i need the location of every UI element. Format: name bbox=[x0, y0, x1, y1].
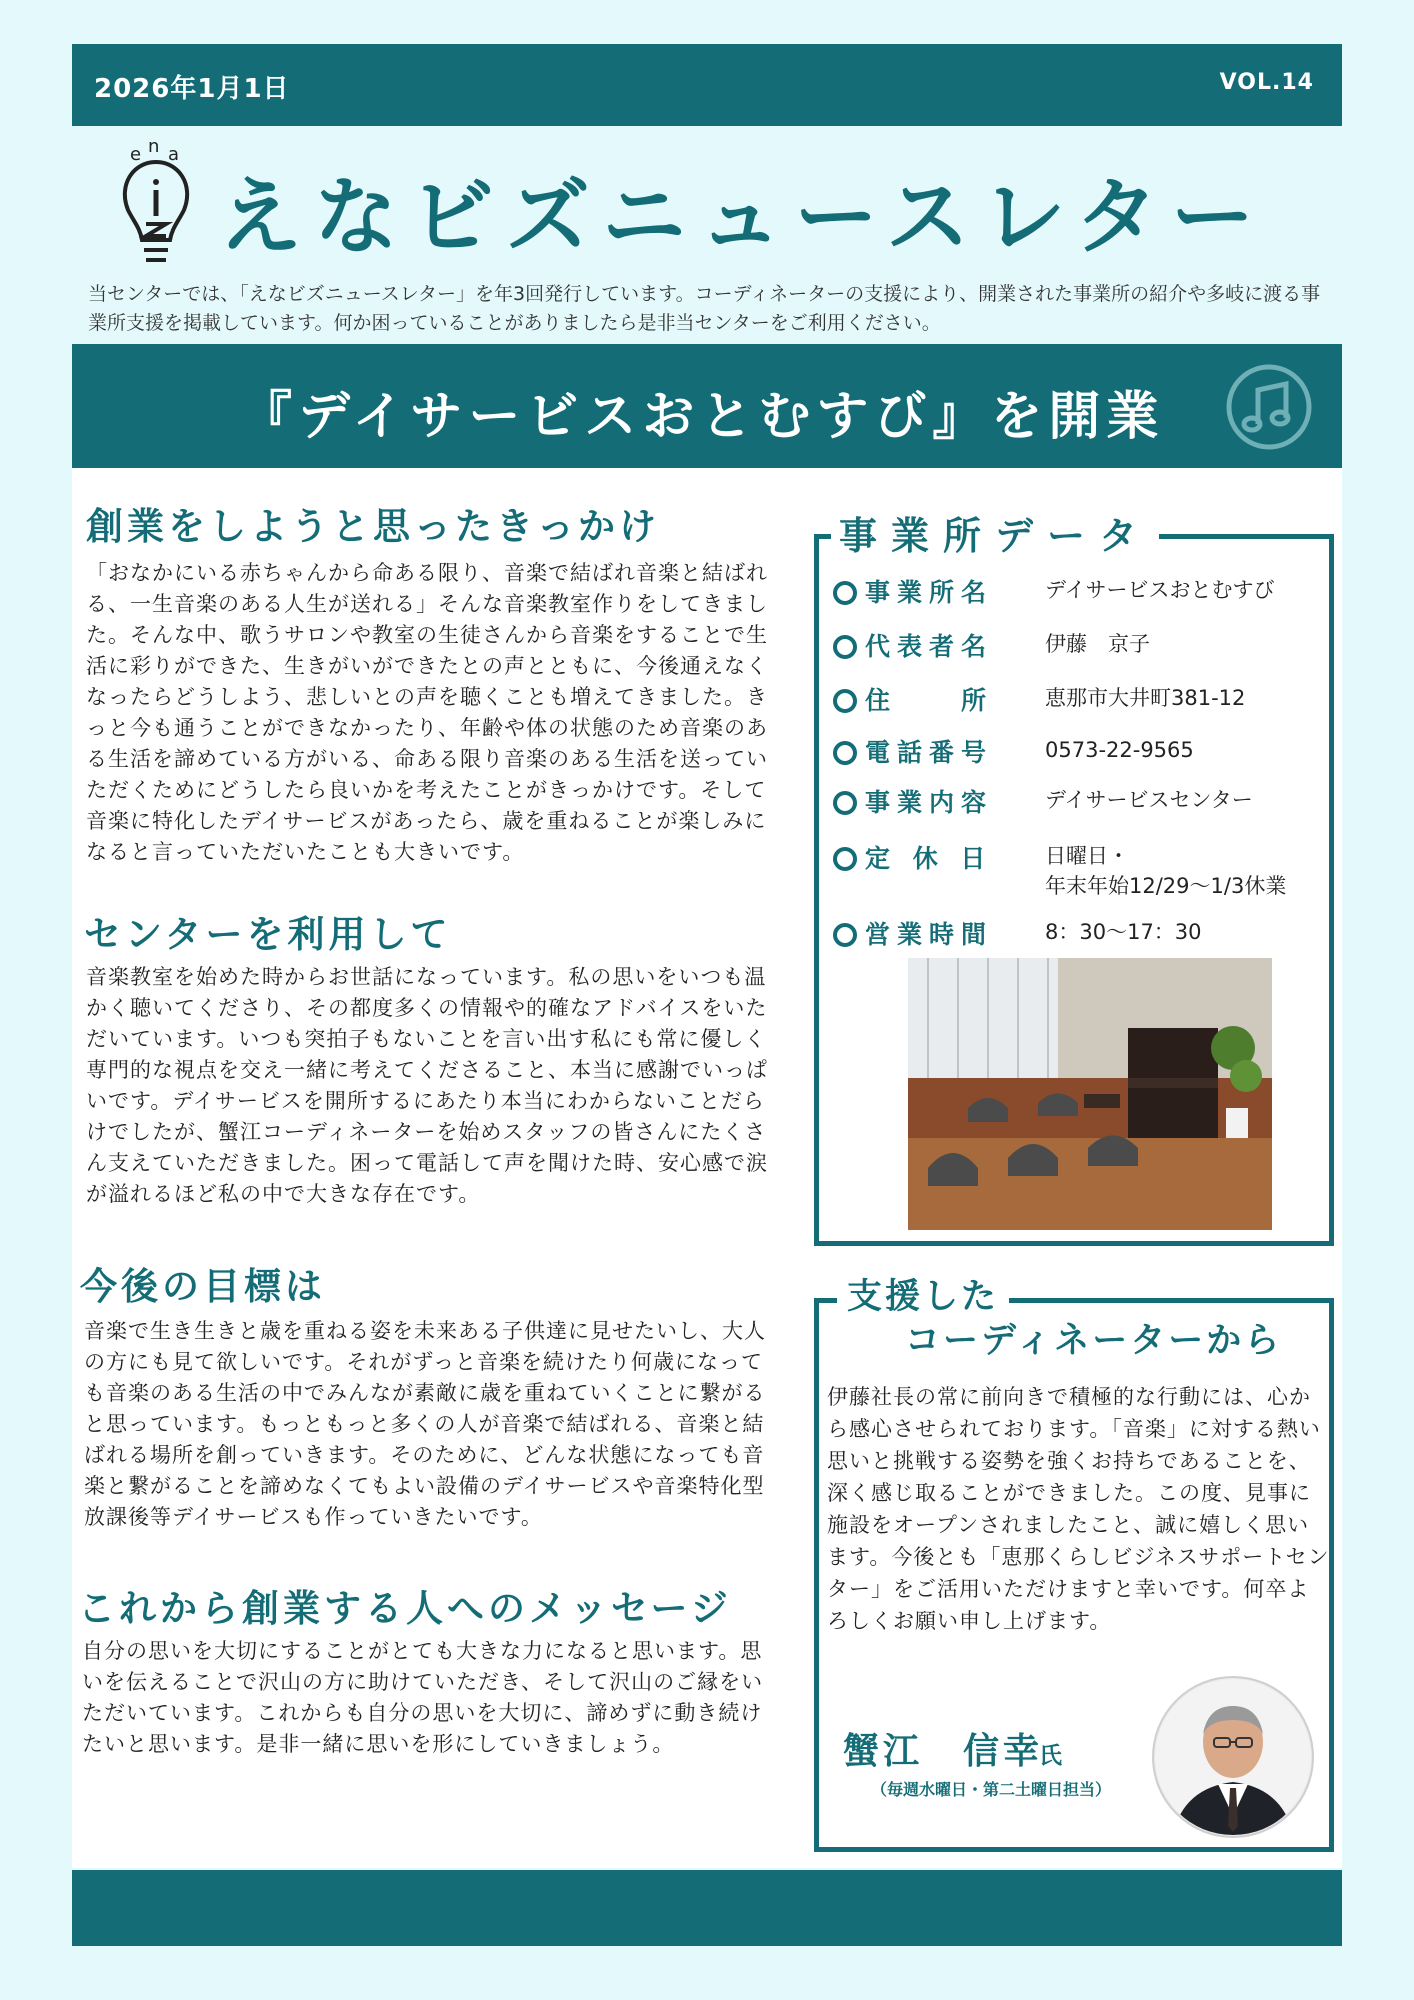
coordinator-name-suffix: 氏 bbox=[1039, 1743, 1062, 1769]
svg-text:a: a bbox=[168, 144, 180, 165]
circle-bullet-icon bbox=[833, 791, 857, 815]
circle-bullet-icon bbox=[833, 689, 857, 713]
footer-bar bbox=[72, 1870, 1342, 1946]
svg-text:e: e bbox=[130, 144, 142, 165]
coordinator-portrait-icon bbox=[1152, 1676, 1314, 1838]
intro-text: 当センターでは、「えなビズニュースレター」を年3回発行しています。コーディネーターの支援により、開業された事業所の紹介や多岐に渡る事業所支援を掲載しています。何か困っていることがありましたら是非当センターをご利用ください。 bbox=[88, 283, 1321, 334]
section-heading-message: これから創業する人へのメッセージ bbox=[78, 1587, 732, 1630]
header-bar bbox=[72, 44, 1342, 126]
music-note-icon bbox=[1224, 362, 1314, 452]
headline-banner bbox=[72, 344, 1342, 468]
issue-date: 2026年1月1日 bbox=[94, 74, 290, 104]
circle-bullet-icon bbox=[833, 741, 857, 765]
volume-number: VOL.14 bbox=[1219, 70, 1314, 95]
section-heading-motivation: 創業をしようと思ったきっかけ bbox=[86, 505, 660, 548]
coordinator-role: （毎週水曜日・第二土曜日担当） bbox=[871, 1780, 1112, 1799]
headline-text: 『デイサービスおとむすび』を開業 bbox=[240, 387, 1165, 447]
svg-text:n: n bbox=[148, 140, 160, 157]
coordinator-name: 蟹江 信幸 bbox=[843, 1731, 1044, 1772]
circle-bullet-icon bbox=[833, 847, 857, 871]
circle-bullet-icon bbox=[833, 923, 857, 947]
circle-bullet-icon bbox=[833, 581, 857, 605]
coordinator-comment: 伊藤社長の常に前向きで積極的な行動には、心から感心させられております。「音楽」に対する熱い思いと挑戦する姿勢を強くお持ちであることを、深く感じ取ることができました。この度、見事に施設をオープンされましたこと、誠に嬉しく思います。今後とも「恵那くらしビジネスサポートセンター」をご活用いただけますと幸いです。何卒よろしくお願い申し上げます。 bbox=[827, 1385, 1330, 1633]
newsletter-title: えなビズニュースレター bbox=[218, 168, 1267, 266]
lightbulb-ena-logo-icon bbox=[108, 140, 204, 270]
music-room-piano-photo-icon bbox=[908, 958, 1272, 1230]
circle-bullet-icon bbox=[833, 635, 857, 659]
section-body-goals: 音楽で生き生きと歳を重ねる姿を未来ある子供達に見せたいし、大人の方にも見て欲しいです。それがずっと音楽を続けたり何歳になっても音楽のある生活の中でみんなが素敵に歳を重ねていくことに繋がると思っています。もっともっと多くの人が音楽で結ばれる、音楽と結ばれる場所を創っていきます。そのために、どんな状態になっても音楽と繋がることを諦めなくてもよい設備のデイサービスや音楽特化型放課後等デイサービスも作っていきたいです。 bbox=[84, 1319, 766, 1529]
section-heading-center: センターを利用して bbox=[84, 913, 452, 956]
business-data-title: 事業所データ bbox=[831, 505, 1159, 560]
coordinator-title-line1: 支援した bbox=[837, 1269, 1009, 1319]
section-body-motivation: 「おなかにいる赤ちゃんから命ある限り、音楽で結ばれ音楽と結ばれる、一生音楽のある人生が送れる」そんな音楽教室作りをしてきました。そんな中、歌うサロンや教室の生徒さんから音楽をすることで生活に彩りができた、生きがいができたとの声とともに、今後通えなくなったらどうしよう、悲しいとの声を聴くことも増えてきました。きっと今も通うことができなかったり、年齢や体の状態のため音楽のある生活を諦めている方がいる、命ある限り音楽のある生活を送っていただくためにどうしたら良いかを考えたことがきっかけです。そして音楽に特化したデイサービスがあったら、歳を重ねることが楽しみになると言っていただいたことも大きいです。 bbox=[86, 561, 768, 864]
coordinator-title-line2: コーディネーターから bbox=[905, 1321, 1283, 1361]
section-body-message: 自分の思いを大切にすることがとても大きな力になると思います。思いを伝えることで沢山の方に助けていただき、そして沢山のご縁をいただいています。これからも自分の思いを大切に、諦めずに動き続けたいと思います。是非一緒に思いを形にしていきましょう。 bbox=[82, 1639, 764, 1756]
section-heading-goals: 今後の目標は bbox=[80, 1265, 326, 1308]
business-data-box: 事業所データ 事業所名 デイサービスおとむすび 代表者名 伊藤 京子 住 所 恵那市大井町381-12 電話番号 0573-22-9565 事業内容 デイサービスセンター 定 休 日 日曜日・ 年末年始12/29〜1/3休業 営業時間 8：30〜17：30 bbox=[814, 534, 1334, 1246]
section-body-center: 音楽教室を始めた時からお世話になっています。私の思いをいつも温かく聴いてくださり、その都度多くの情報や的確なアドバイスをいただいています。いつも突拍子もないことを言い出す私にも常に優しく専門的な視点を交え一緒に考えてくださること、本当に感謝でいっぱいです。デイサービスを開所するにあたり本当にわからないことだらけでしたが、蟹江コーディネーターを始めスタッフの皆さんにたくさん支えていただきました。困って電話して声を聞けた時、安心感で涙が溢れるほど私の中で大きな存在です。 bbox=[86, 965, 768, 1206]
